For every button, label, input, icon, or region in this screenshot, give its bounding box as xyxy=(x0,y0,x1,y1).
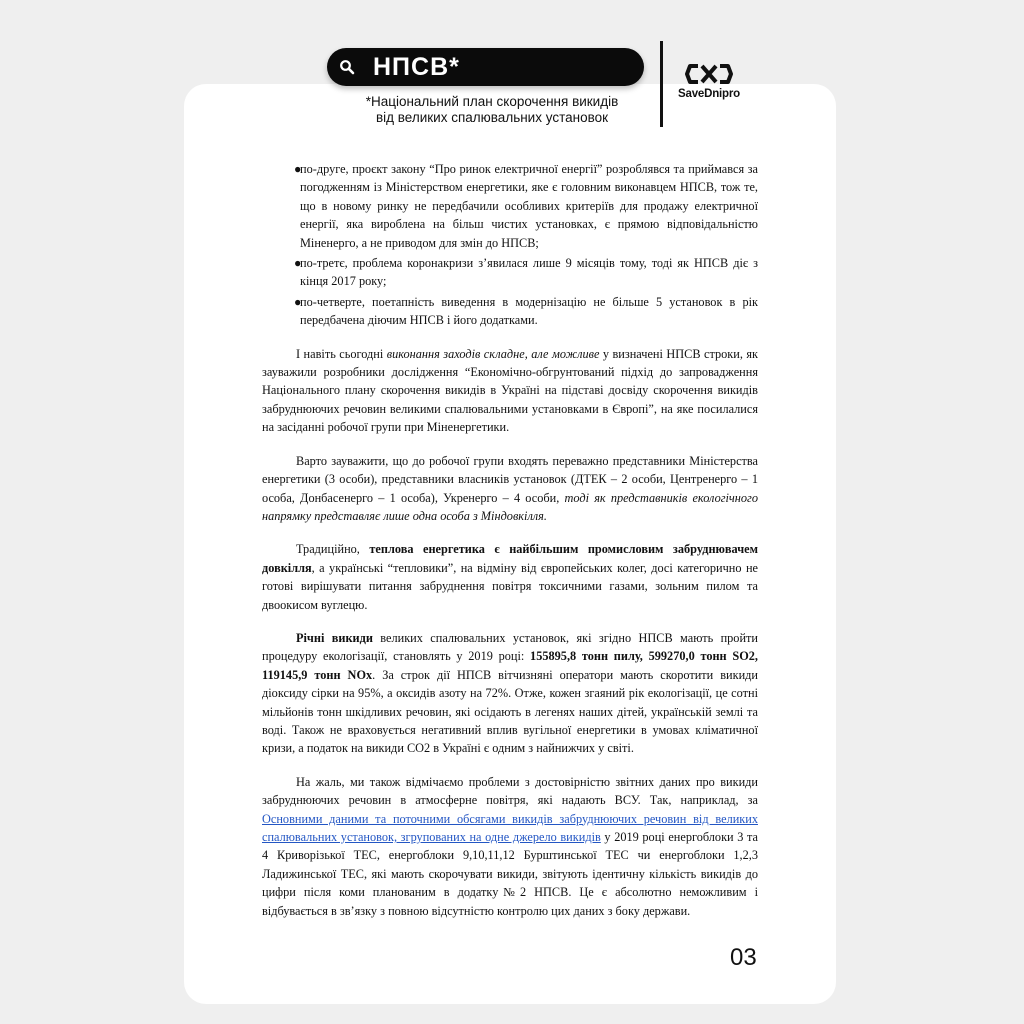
paragraph-working-group xyxy=(262,452,758,526)
paragraph-implementation xyxy=(262,345,758,437)
search-icon xyxy=(339,59,355,75)
p2-italic: тоді як представників екологічного напрямку представляє лише одна особа з Міндовкілля. xyxy=(262,490,758,523)
header-divider xyxy=(660,41,663,127)
p4-text-b: великих спалювальних установок, які згідно НПСВ мають пройти процедуру екологізації, становлять у 2019 році: xyxy=(262,630,758,664)
subtitle-line-1: *Національний план скорочення викидів xyxy=(365,94,619,109)
subtitle-line-2: від великих спалювальних установок xyxy=(375,110,609,125)
list-item xyxy=(262,160,758,252)
savednipro-logo xyxy=(676,62,742,100)
list-item-text: по-друге, проєкт закону “Про ринок електричної енергії” розроблявся та приймався за погодженням із Міністерством енергетики, яке є головним виконавцем НПСВ, тож те, що в новому ринку не передбачили особливих критеріїв для продажу електричної енергії, яка вироблена на більш чистих установках, є прямою відповідальністю Міненерго, а не приводом для змін до НПСВ; xyxy=(300,162,758,250)
logo-text: SaveDnipro xyxy=(678,88,740,100)
search-bar[interactable] xyxy=(327,48,644,86)
p4-text-d: . За строк дії НПСВ вітчизняні оператори мають скоротити викиди діоксиду сірки на 95%, а оксидів азоту на 72%. Отже, кожен згаяний рік екологізації, це сотні мільйонів тонн шкідливих речовин, які осідають в легенях наших дітей, українській землі та воді. Також не враховується негативний вплив вугільної енергетики в умовах кліматичної кризи, а податок на викиди CO2 в Україні є одним з найнижчих у світі. xyxy=(262,667,758,756)
p4-bold-figures: 155895,8 тонн пилу, 599270,0 тонн SO2, 119145,9 тонн NOx xyxy=(262,649,758,682)
search-title: НПСВ* xyxy=(373,53,460,81)
paragraph-data-reliability xyxy=(262,773,758,920)
bullet-dot-icon: ● xyxy=(294,294,302,309)
bullet-list xyxy=(262,160,758,330)
list-item xyxy=(262,293,758,330)
p1-italic: виконання заходів складне, але можливе xyxy=(386,346,600,361)
paragraph-annual-emissions xyxy=(262,629,758,758)
p3-text-a: Традиційно, xyxy=(296,542,370,557)
p1-text-a: І навіть сьогодні xyxy=(296,346,387,361)
list-item-text: по-третє, проблема коронакризи з’явилася лише 9 місяців тому, тоді як НПСВ діє з кінця 2017 року; xyxy=(300,256,758,289)
header-subtitle xyxy=(330,94,654,126)
savednipro-logo-icon xyxy=(684,62,734,86)
p1-text-c: у визначені НПСВ строки, як зауважили розробники дослідження “Економічно-обгрунтований підхід до запровадження Національного плану скорочення викидів в Україні на підставі досвіду скорочення викидів забруднюючих речовин великими спалювальними установками в Європі”, на яке посилалися на засіданні робочої групи при Міненергетики. xyxy=(262,346,758,435)
bullet-dot-icon: ● xyxy=(294,256,302,271)
bullet-dot-icon: ● xyxy=(294,162,302,176)
emissions-data-link[interactable]: Основними даними та поточними обсягами викидів забруднюючих речовин від великих спалювальних установок, згрупованих на одне джерело викидів xyxy=(262,811,758,844)
p3-bold: теплова енергетика є найбільшим промисловим забруднювачем довкілля xyxy=(262,542,758,575)
list-item-text: по-четверте, поетапність виведення в модернізацію не більше 5 установок в рік передбачена діючим НПСВ і його додатками. xyxy=(300,294,758,328)
paragraph-thermal-energy xyxy=(262,540,758,614)
p5-text-a: На жаль, ми також відмічаємо проблеми з достовірністю звітних даних про викиди забруднюючих речовин в атмосферне повітря, які надають ВСУ. Так, наприклад, за xyxy=(262,774,758,808)
p5-text-c: у 2019 році енергоблоки 3 та 4 Криворізької ТЕС, енергоблоки 9,10,11,12 Бурштинської ТЕС чи енергоблоки 1,2,3 Ладижинської ТЕС, які мають скорочувати викиди, звітують ідентичну кількість викидів до цифри після коми планованим в додатку№2 НПСВ. Це є абсолютно неможливим і відбувається в зв’язку з повною відсутністю контролю цих даних з боку держави. xyxy=(262,830,759,918)
p3-text-c: , а українські “тепловики”, на відміну від європейських колег, досі категорично не готові вирішувати питання забруднення повітря токсичними газами, зольним пилом та двоокисом вуглецю. xyxy=(262,560,758,612)
p4-bold-lead: Річні викиди xyxy=(296,630,373,645)
p2-text-a: Варто зауважити, що до робочої групи входять переважно представники Міністерства енергетики (3 особи), представники власників установок (ДТЕК – 2 особи, Центренерго – 1 особа, Донбасенерго – 1 особа), Укренерго – 4 особи, xyxy=(262,453,758,505)
page-number: 03 xyxy=(730,944,757,971)
document-body xyxy=(262,160,758,920)
list-item xyxy=(262,254,758,291)
